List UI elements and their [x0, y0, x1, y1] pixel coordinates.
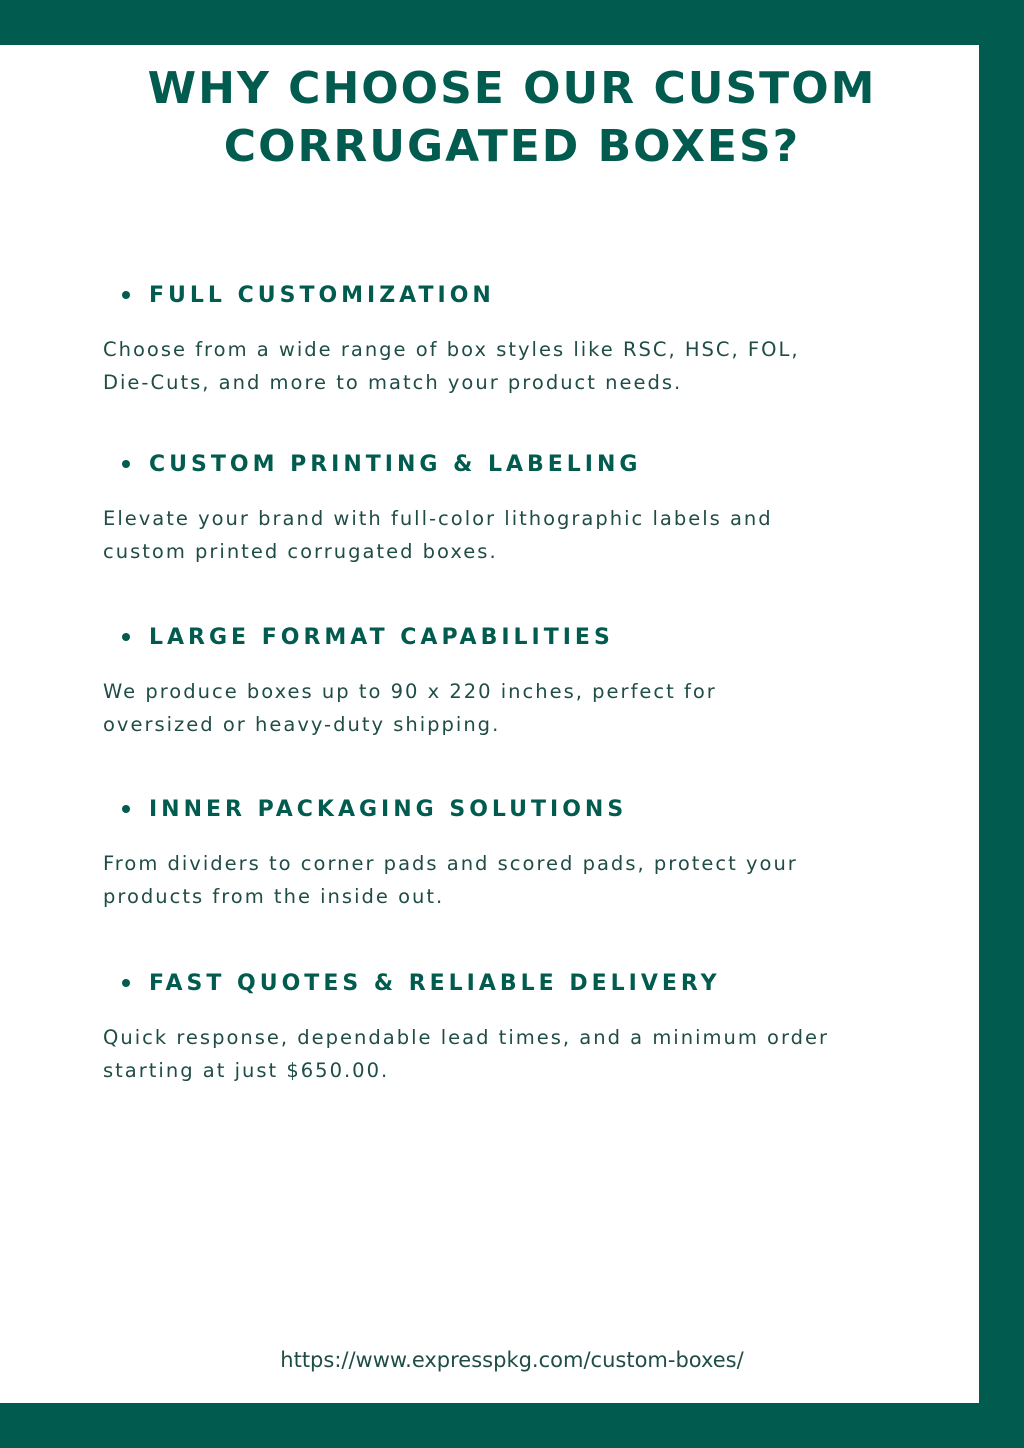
bullet-icon — [122, 633, 130, 641]
section-heading-text: FAST QUOTES & RELIABLE DELIVERY — [149, 970, 721, 996]
section-heading — [122, 280, 495, 310]
section-description-line: products from the inside out. — [103, 885, 445, 908]
section-description — [103, 847, 923, 913]
section-description-line: Quick response, dependable lead times, and a minimum order — [103, 1026, 830, 1049]
bullet-icon — [122, 460, 130, 468]
section-description-line: Elevate your brand with full-color lithographic labels and — [103, 507, 773, 530]
section-heading-text: LARGE FORMAT CAPABILITIES — [149, 624, 614, 650]
section-heading — [122, 622, 614, 652]
section-description-line: We produce boxes up to 90 x 220 inches, perfect for — [103, 680, 717, 703]
section-description-line: custom printed corrugated boxes. — [103, 540, 498, 563]
section-description — [103, 675, 923, 741]
section-description — [103, 1021, 923, 1087]
bullet-icon — [122, 979, 130, 987]
section-description-line: Choose from a wide range of box styles like RSC, HSC, FOL, — [103, 338, 800, 361]
section-heading-text: INNER PACKAGING SOLUTIONS — [149, 796, 628, 822]
website-link[interactable]: https://www.expresspkg.com/custom-boxes/ — [280, 1348, 744, 1372]
section-description-line: oversized or heavy-duty shipping. — [103, 713, 501, 736]
section-description-line: From dividers to corner pads and scored pads, protect your — [103, 852, 798, 875]
section-heading — [122, 449, 641, 479]
page-title-line-1: WHY CHOOSE OUR CUSTOM — [147, 63, 877, 114]
section-description — [103, 333, 923, 399]
section-heading — [122, 794, 627, 824]
section-heading-text: CUSTOM PRINTING & LABELING — [149, 451, 642, 477]
page-title — [0, 60, 1024, 176]
section-description-line: Die-Cuts, and more to match your product needs. — [103, 371, 683, 394]
section-heading — [122, 968, 721, 998]
bullet-icon — [122, 805, 130, 813]
bullet-icon — [122, 291, 130, 299]
page-title-line-2: CORRUGATED BOXES? — [223, 121, 801, 172]
section-description-line: starting at just $650.00. — [103, 1059, 390, 1082]
section-heading-text: FULL CUSTOMIZATION — [149, 282, 495, 308]
section-description — [103, 502, 923, 568]
